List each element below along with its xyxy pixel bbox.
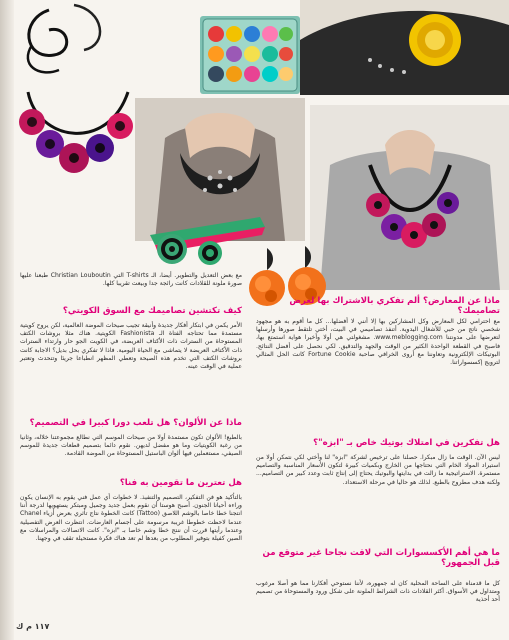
paragraph-boutique: ليس الآن. الوقت ما زال مبكرا. حصلنا على ترخيص لشركة "ابزه" لنا وأختي لكي نتمكن أولا من استيراد المواد الخام التي نحتاجها من الخارج وبكميات كبيرة لتكون الأسعار المناسبة والتصاميم مستمرة. الاستراتيجية ما زالت في بدايتها والبوتيك يحتاج إلى إنتاج ثابت وعدد كبير من التصاميم... ولكنه هدف مطروح بالطبع. لذلك هو حاليا في مرحلة الاستعداد. (256, 454, 500, 486)
paragraph-colors: بالطبع! الألوان تكون مستمدة أولا من صيحات الموسم التي نطالع مجموعتنا خلاله، وثانيا من رغبة الكويتيات وما هو مفضل لديهن. نقوم دائما بتصميم قطعات جديدة للموسم الصيفي، مستعملين فيها ألوان الباستيل المستوحاة من الموضة القادمة. (20, 434, 242, 458)
shoulder-brooch-photo (300, 0, 509, 95)
paragraph-art: بالتأكيد هو فن التفكير، التصميم والتنفيذ. لا خطوات أي عمل فني يقوم به الإنسان يكون وراءه أحيانا الجنون. أصبح هوستا أن نقوم بعمل جديد وجميل ومبتكر يستهويها لدرجة أننا انتجنا خطا خاصا بالوشم اللاصق (Tattoo) كانت الخطوة نتاج تأثري بعرض أزياء Chanel عندما لاحظت خطوطا غريبة مرسومة على أجسام العارضات. انتظرت العرض التفصيلية وعندما رأيتها قررت أن ننتج خطا وشم خاصا بـ "ابزه". كانت الاتصالات والمراسلات مع الصين كفيلة بتوفير المطلوب من بعدها لم تعد هناك فكرة مستحيلة تقف في وجهنا. (20, 494, 242, 543)
question-art: هل تعترين ما تقومين به فنا؟ (119, 478, 242, 488)
paragraph-exhibitions: مع احترامي لكل المعارض وكل المشاركين بها إلا أنني لا أفضلها... كل ما أقوم به هو مجهود شخصي ناتج من حبي للأشغال اليدوية. أتنفذ تصاميمي في البيت، أختي تلتقط صورها وأرسلها لتعرضها على مدونتنا www.meblogging.com. مشغولتي هي أولا وأخيرا هواية استمتع بها، فاصبح في القطعة الواحدة الكثير من الوقت والجهد والتدقيق. لكي نحصل على أفضل النتائج. البوتيكات الإلكترونية وتعاوننا مع أروى الخرافي صاحبة Fortune Cookie كانت الحل المثالي لترويج إكسسواراتنا. (256, 318, 500, 367)
paragraph-accessories: كل ما قدمناه على الساحة المحلية كان له جمهوره، لأننا نستوحي أفكارنا مما هو أصلا مرغوب ومتداول في الأسواق. أكثر القلادات ذات الشرائط الملونة على شكل ورود والمستوحاة من تصميم أحد أحذية (256, 580, 500, 604)
thread-spools-image (200, 16, 300, 94)
question-market: كيف تكتشين تصاميمك مع السوق الكويتي؟ (62, 306, 242, 316)
question-exhibitions: ماذا عن المعارض؟ ألم تفكري بالاشتراك بها لعرض تصاميمك؟ (289, 296, 500, 316)
question-accessories: ما هي أهم الأكسسوارات التي لاقت نجاحا غير متوقع من قبل الجمهور؟ (262, 548, 500, 568)
page-gutter (0, 0, 14, 640)
question-boutique: هل تفكرين في امتلاك بوتيك خاص بـ "ابزه"؟ (313, 438, 500, 448)
question-colors: ماذا عن الألوان؟ هل تلعب دورا كبيرا في التصميم؟ (29, 418, 242, 428)
ribbon-curls-image (14, 0, 124, 80)
model-grey-shirt-photo (310, 105, 509, 290)
paragraph-market: الأمر يكمن في ابتكار أفكار جديدة وأنيقة تجيب صيحات الموضة العالمية، لكن يروح كويتية مستمدة مما تحتاجه الفتاة الـ Fashionista الكويتية. هناك مثلا بروشات الكتف المستوحاة من السترات ذات الأكتاف العريضة، في الكويت الجو حار وارتداء السترات ذات الأكتاف العريضة لا يتماشى مع الحياة اليومية. فاذا لا تفكري بحل بديل؟ الاجابة كانت بروشات الكتف التي تخدم هذه الصيحة وتعطي المظهر انطباعا جريئا وتتحدث وتعتبر عملية في الوقت عينه. (20, 322, 243, 371)
page-number: ١١٧ م ك (16, 622, 50, 631)
paragraph-top-left: مع بعض التعديل والتطوير. أيضا، الـ T-shirts التي Christian Louboutin طبعنا عليها صورة ملونة للقلادات كانت رائجة جدا وبيعت تقريبا كلها. (20, 272, 243, 288)
flower-necklace-image (18, 82, 138, 192)
